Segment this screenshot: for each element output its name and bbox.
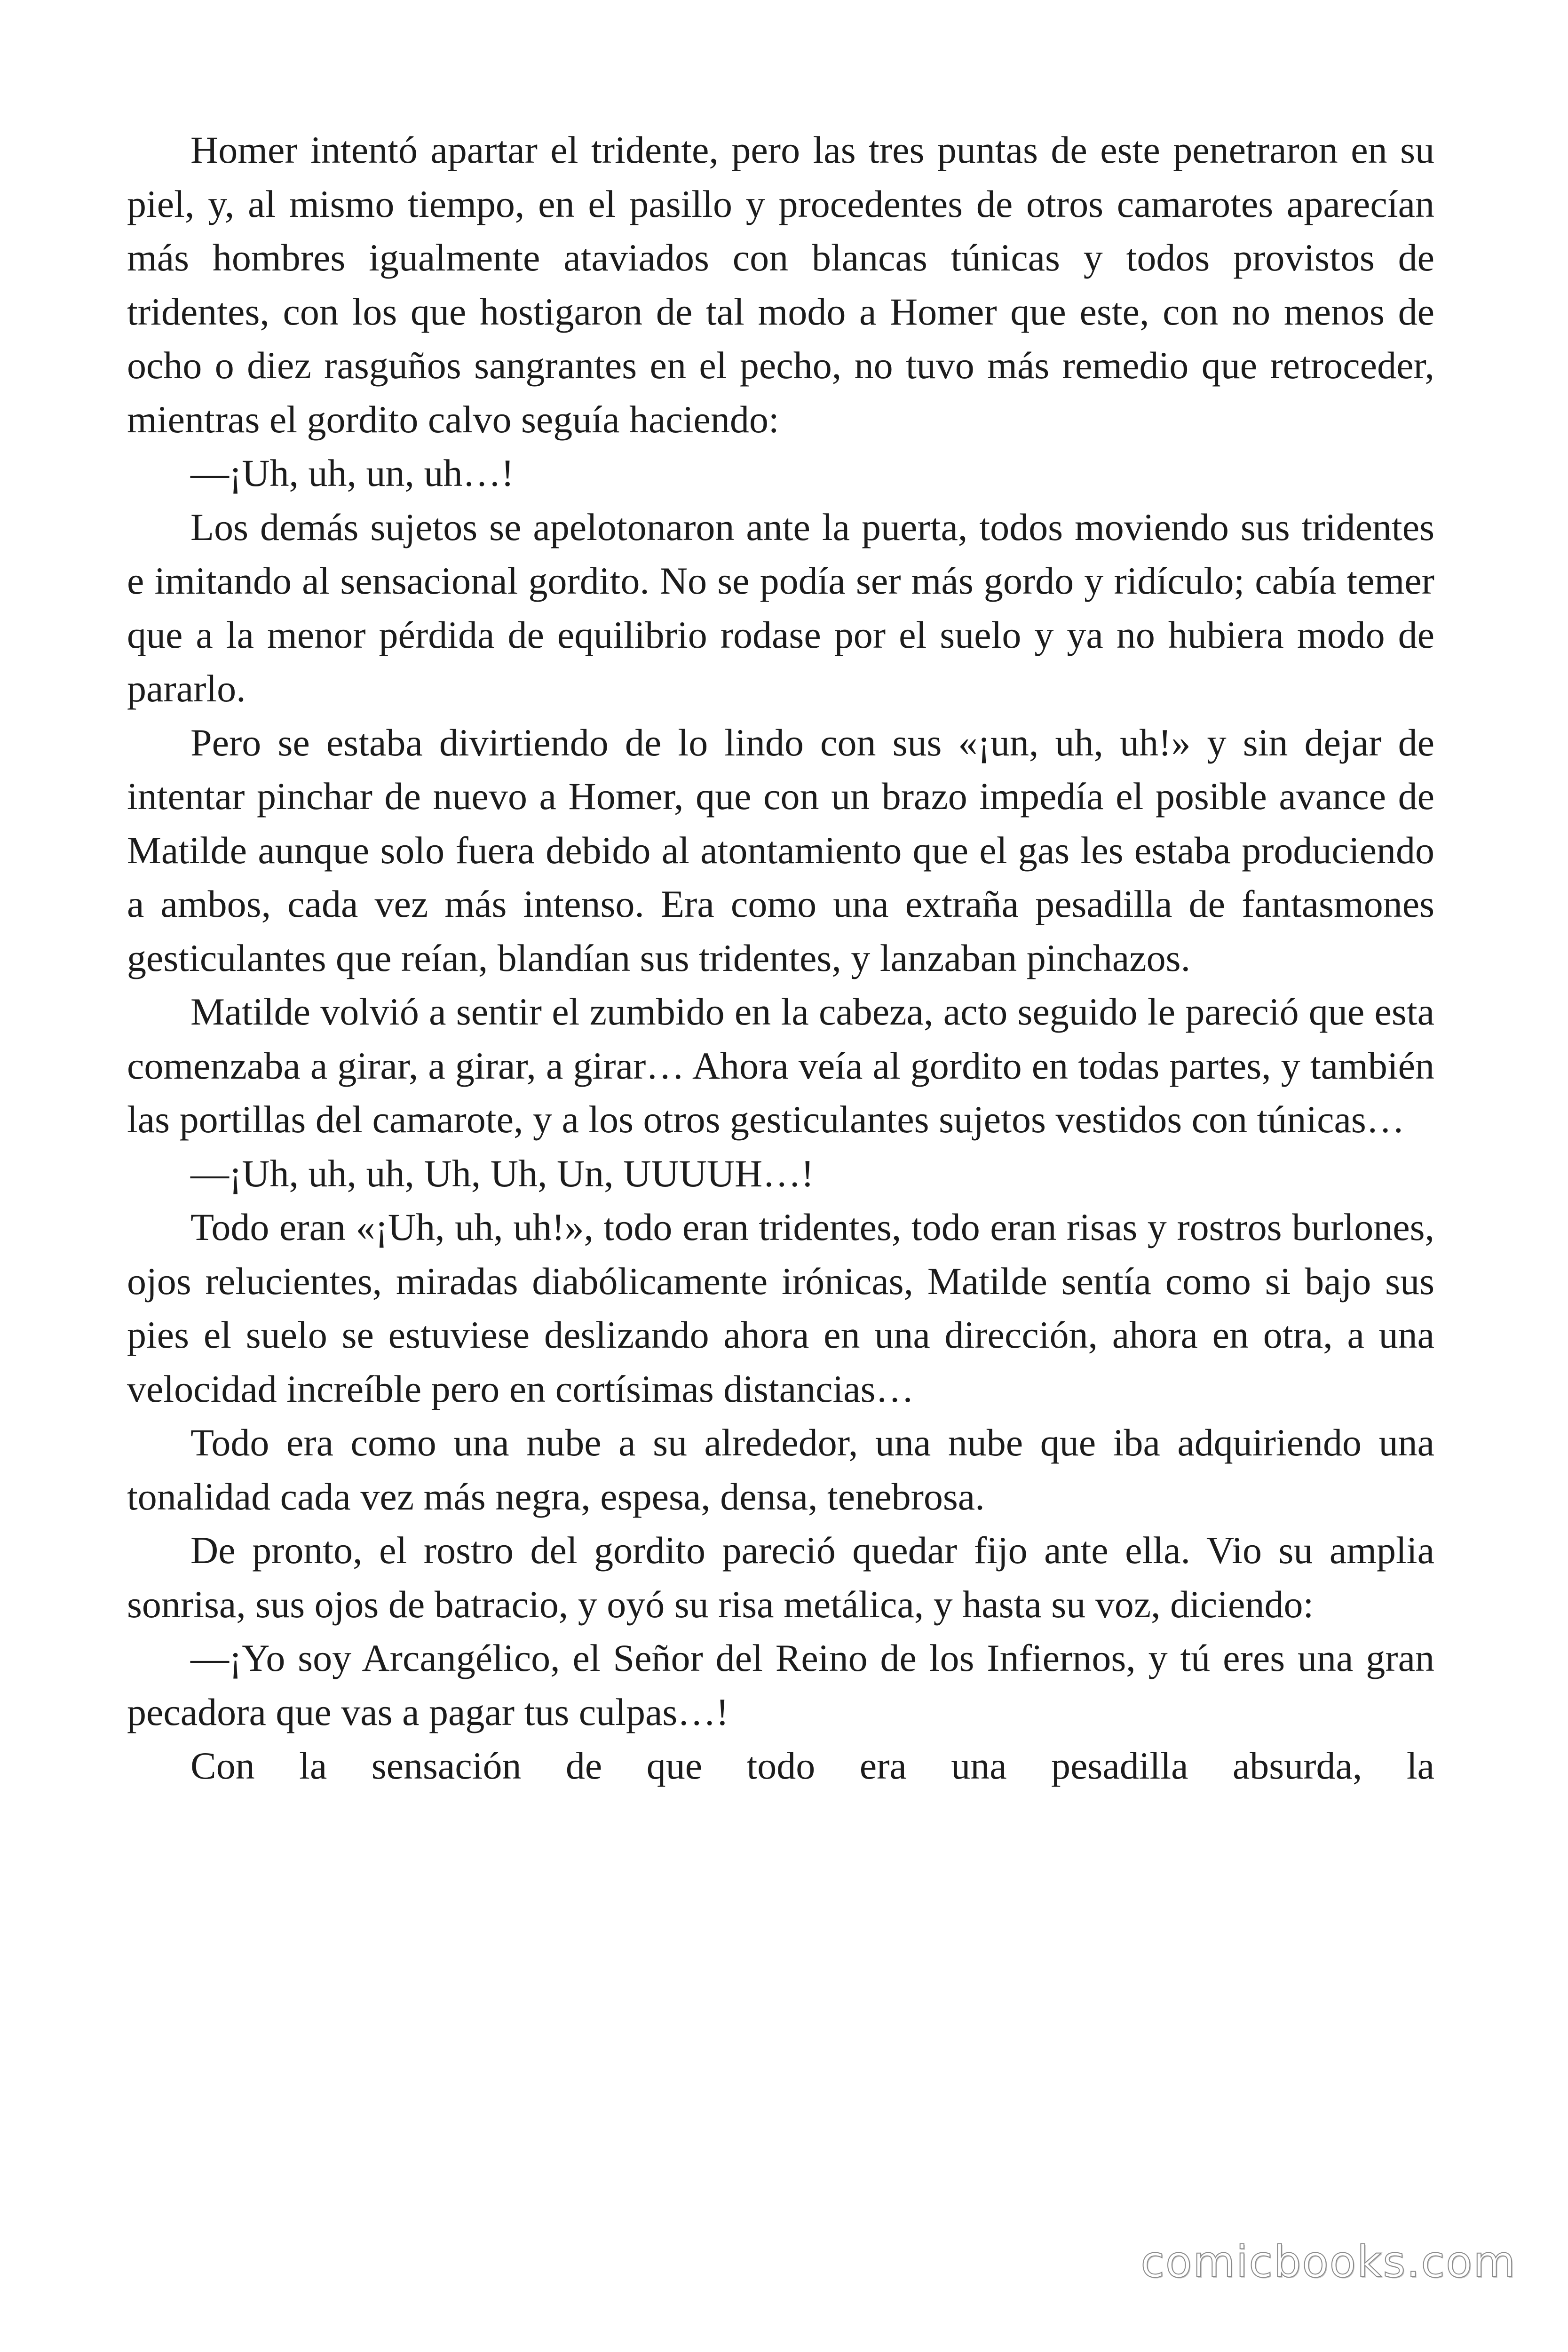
paragraph: —¡Yo soy Arcangélico, el Señor del Reino de los Infiernos, y tú eres una gran pecadora que vas a pagar tus culpas…! <box>127 1637 1434 1733</box>
page-body <box>127 123 1434 1793</box>
watermark-logo: comicbooks.com <box>1140 2237 1516 2287</box>
paragraph: Pero se estaba divirtiendo de lo lindo con sus «¡un, uh, uh!» y sin dejar de intentar pinchar de nuevo a Homer, que con un brazo impedía el posible avance de Matilde aunque solo fuera debido al atontamiento que el gas les estaba produciendo a ambos, cada vez más intenso. Era como una extraña pesadilla de fantasmones gesticulantes que reían, blandían sus tridentes, y lanzaban pinchazos. <box>127 721 1434 979</box>
paragraph: —¡Uh, uh, un, uh…! <box>190 452 514 494</box>
paragraph: De pronto, el rostro del gordito pareció quedar fijo ante ella. Vio su amplia sonrisa, sus ojos de batracio, y oyó su risa metálica, y hasta su voz, diciendo: <box>127 1529 1434 1626</box>
paragraph: —¡Uh, uh, uh, Uh, Uh, Un, UUUUH…! <box>190 1152 814 1195</box>
paragraph-last: Con la sensación de que todo era una pesadilla absurda, la <box>190 1744 1434 1787</box>
paragraph: Los demás sujetos se apelotonaron ante la puerta, todos moviendo sus tridentes e imitando al sensacional gordito. No se podía ser más gordo y ridículo; cabía temer que a la menor pérdida de equilibrio rodase por el suelo y ya no hubiera modo de pararlo. <box>127 505 1434 710</box>
paragraph: Todo eran «¡Uh, uh, uh!», todo eran tridentes, todo eran risas y rostros burlones, ojos relucientes, miradas diabólicamente irónicas, Matilde sentía como si bajo sus pies el suelo se estuviese deslizando ahora en una dirección, ahora en otra, a una velocidad increíble pero en cortísimas distancias… <box>127 1206 1434 1410</box>
paragraph: Homer intentó apartar el tridente, pero las tres puntas de este penetraron en su piel, y, al mismo tiempo, en el pasillo y procedentes de otros camarotes aparecían más hombres igualmente ataviados con blancas túnicas y todos provistos de tridentes, con los que hostigaron de tal modo a Homer que este, con no menos de ocho o diez rasguños sangrantes en el pecho, no tuvo más remedio que retroceder, mientras el gordito calvo seguía haciendo: <box>127 128 1434 441</box>
paragraph: Todo era como una nube a su alrededor, una nube que iba adquiriendo una tonalidad cada vez más negra, espesa, densa, tenebrosa. <box>127 1421 1434 1518</box>
paragraph: Matilde volvió a sentir el zumbido en la cabeza, acto seguido le pareció que esta comenzaba a girar, a girar, a girar… Ahora veía al gordito en todas partes, y también las portillas del camarote, y a los otros gesticulantes sujetos vestidos con túnicas… <box>127 990 1434 1141</box>
